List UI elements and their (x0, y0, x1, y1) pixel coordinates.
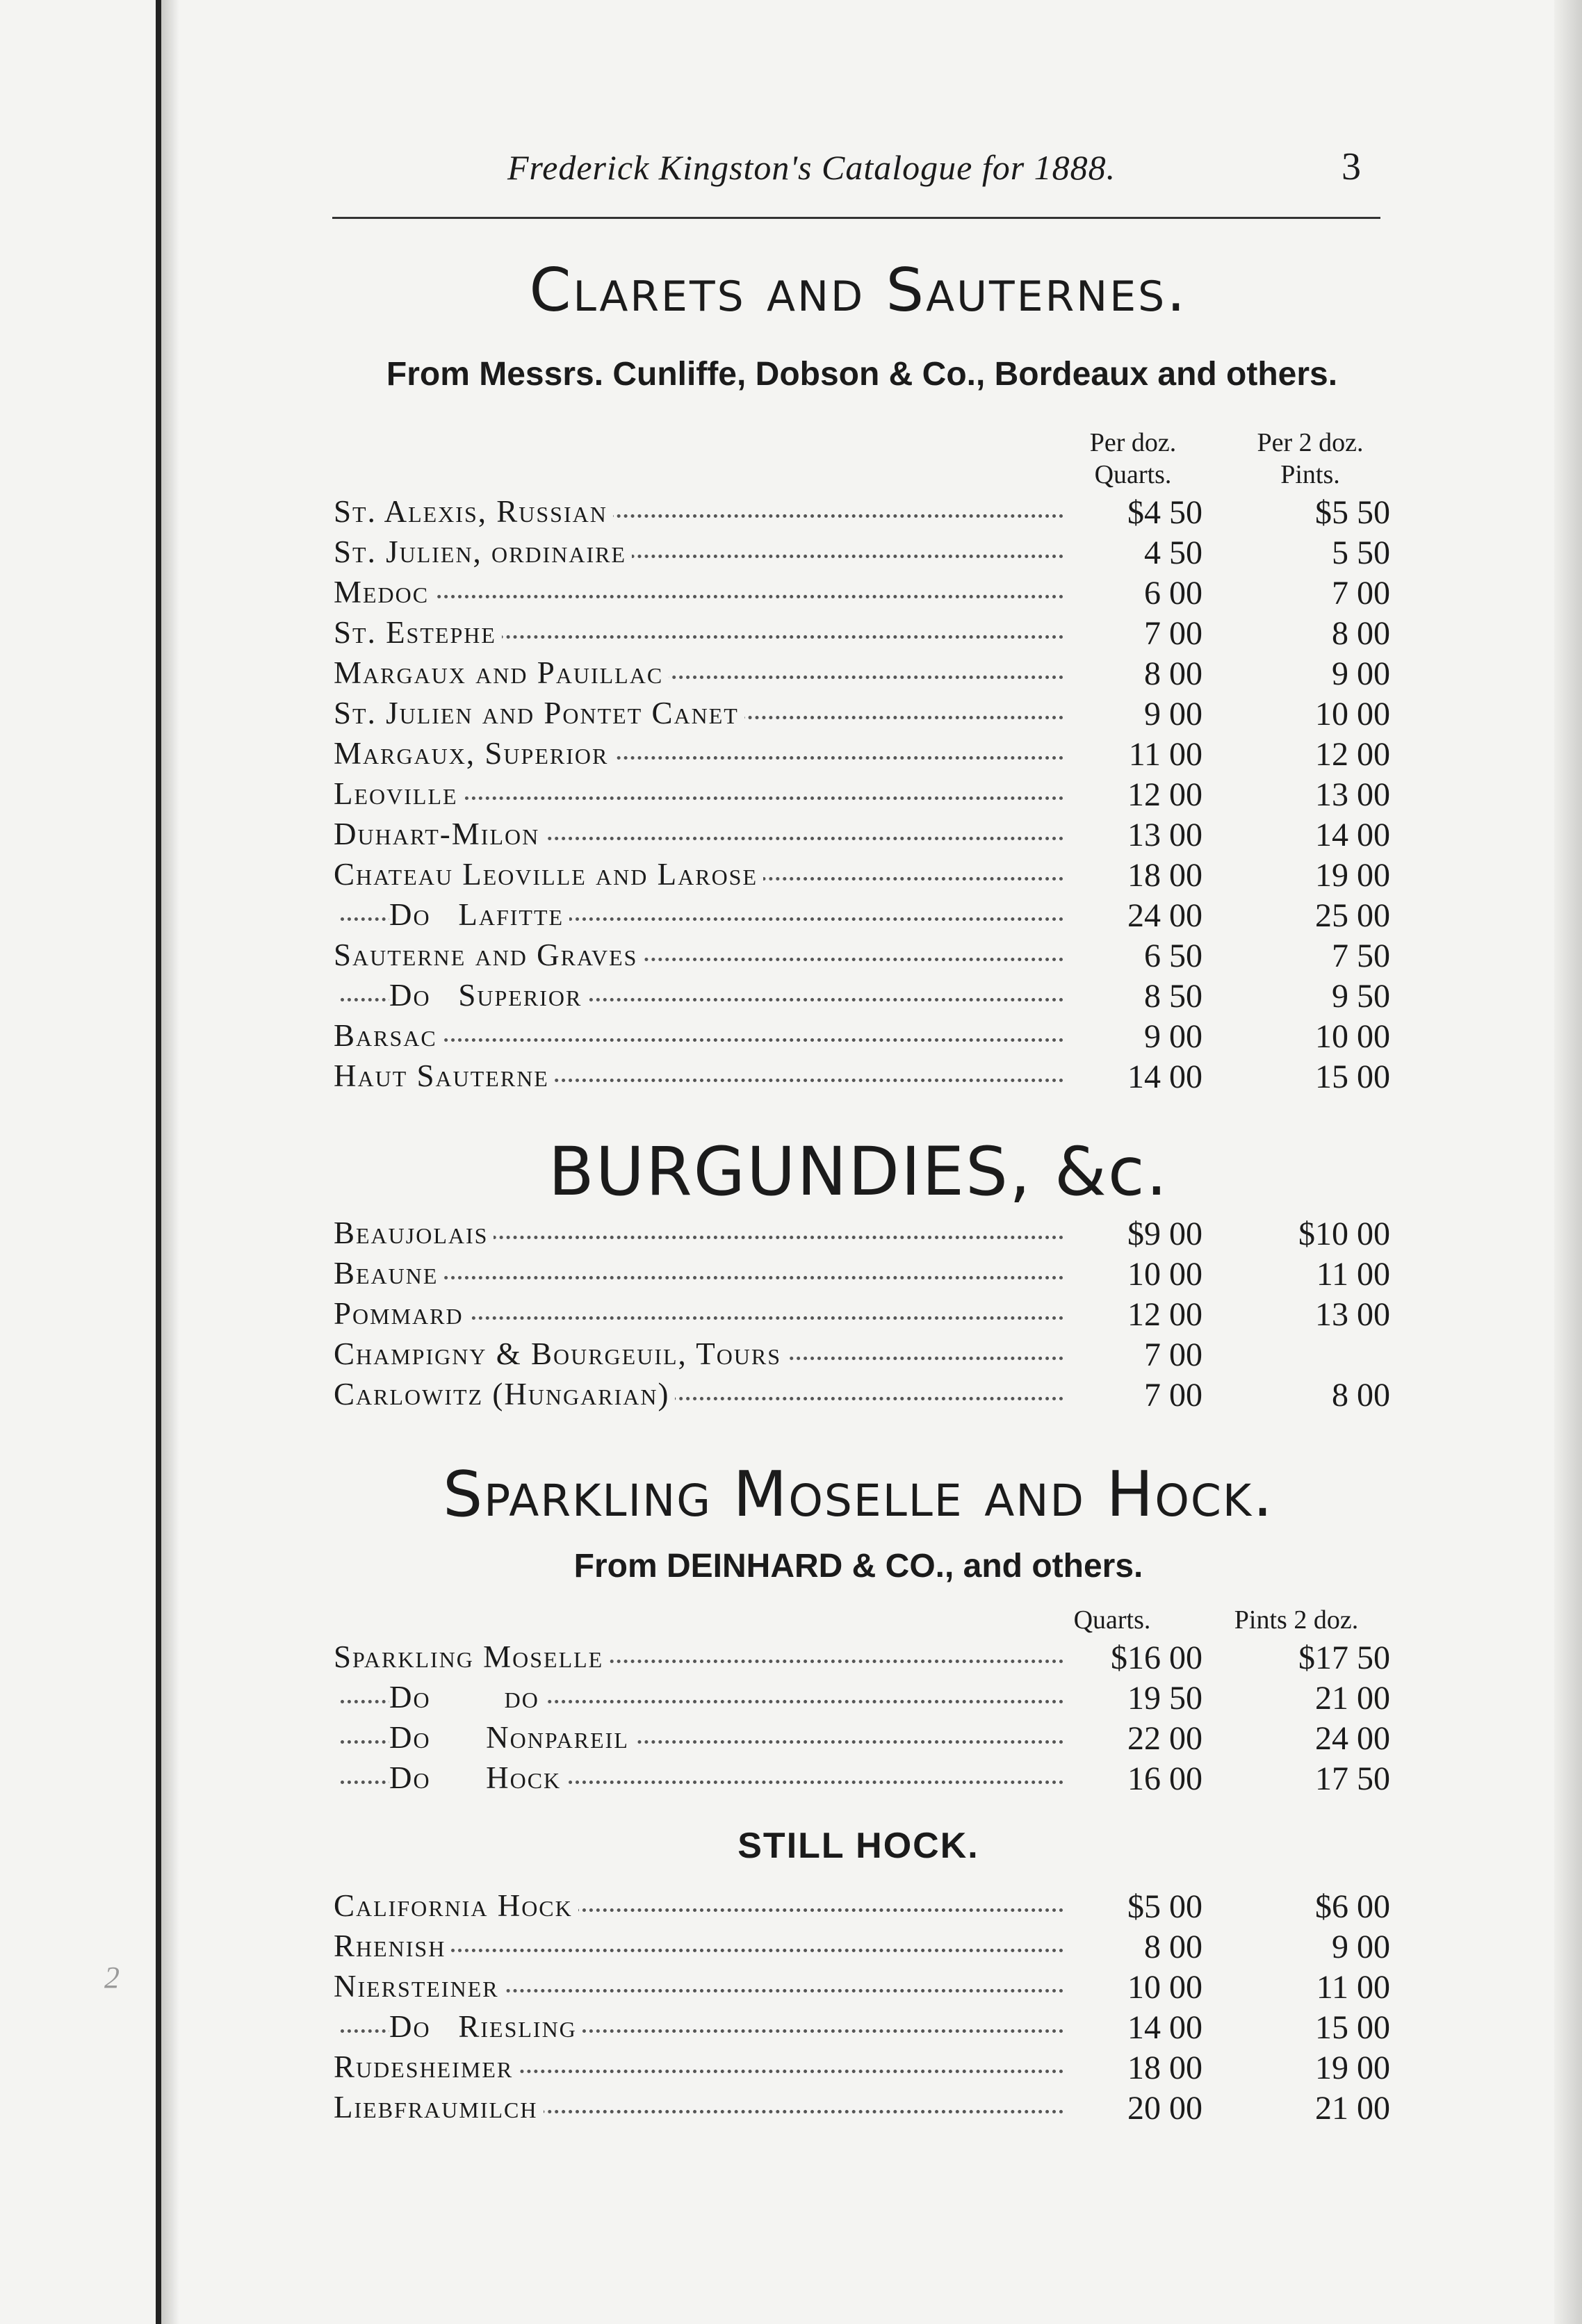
wine-name: Beaujolais (334, 1215, 494, 1251)
price-quarts: 10 00 (1065, 1968, 1202, 2006)
price-row (334, 937, 1390, 977)
price-row (334, 1719, 1390, 1760)
price-quarts: 18 00 (1065, 856, 1202, 894)
price-quarts: 19 50 (1065, 1679, 1202, 1717)
price-row (334, 614, 1390, 655)
price-quarts: 20 00 (1065, 2089, 1202, 2127)
price-pints: 10 00 (1253, 695, 1390, 733)
price-row (334, 1017, 1390, 1058)
price-row (334, 1760, 1390, 1800)
price-row (334, 2049, 1390, 2089)
price-pints: $17 50 (1253, 1639, 1390, 1677)
price-pints: 11 00 (1253, 1968, 1390, 2006)
wine-name: Margaux, Superior (334, 735, 614, 771)
price-row (334, 1679, 1390, 1719)
price-pints: 11 00 (1253, 1255, 1390, 1293)
column-header-quarts: Per doz. Quarts. (1089, 428, 1177, 489)
column-header-pints: Pints 2 doz. (1234, 1605, 1359, 1635)
price-row (334, 1968, 1390, 2008)
price-pints: 15 00 (1253, 2008, 1390, 2047)
wine-name: St. Julien, ordinaire (334, 534, 632, 570)
book-spine (156, 0, 161, 2324)
price-row (334, 1215, 1390, 1255)
section-subtitle-moselle: From DEINHARD & CO., and others. (573, 1548, 1143, 1585)
price-row (334, 1255, 1390, 1295)
price-row (334, 977, 1390, 1017)
price-pints: 21 00 (1253, 2089, 1390, 2127)
price-pints: 9 00 (1253, 655, 1390, 693)
wine-name: Sauterne and Graves (334, 937, 643, 973)
wine-name: Carlowitz (Hungarian) (334, 1376, 675, 1412)
wine-name: Do Superior (389, 977, 587, 1013)
price-pints: 19 00 (1253, 856, 1390, 894)
wine-name: Barsac (334, 1017, 443, 1054)
section-title-burgundies: BURGUNDIES, &c. (548, 1133, 1169, 1211)
wine-name: Margaux and Pauillac (334, 655, 669, 691)
price-row (334, 2008, 1390, 2049)
section-subtitle-clarets: From Messrs. Cunliffe, Dobson & Co., Bordeaux and others. (386, 356, 1338, 393)
price-quarts: 18 00 (1065, 2049, 1202, 2087)
dot-leader (341, 1276, 1063, 1279)
price-quarts: 4 50 (1065, 534, 1202, 572)
section-title-moselle: Sparkling Moselle and Hock. (443, 1458, 1274, 1531)
price-row (334, 897, 1390, 937)
price-quarts: 9 00 (1065, 695, 1202, 733)
price-pints: 7 00 (1253, 574, 1390, 612)
price-row (334, 574, 1390, 614)
wine-name: Pommard (334, 1295, 469, 1332)
price-quarts: 13 00 (1065, 816, 1202, 854)
wine-name: Do Riesling (389, 2008, 582, 2045)
running-title: Frederick Kingston's Catalogue for 1888. (507, 148, 1116, 187)
dot-leader (341, 1038, 1063, 1042)
price-row (334, 1058, 1390, 1098)
price-pints: 9 50 (1253, 977, 1390, 1015)
wine-name: Beaune (334, 1255, 443, 1291)
price-row (334, 1639, 1390, 1679)
wine-name: Do Lafitte (389, 897, 569, 933)
price-row (334, 2089, 1390, 2129)
price-quarts: 8 00 (1065, 1928, 1202, 1966)
price-pints: $10 00 (1253, 1215, 1390, 1253)
wine-name: Rhenish (334, 1928, 451, 1964)
price-quarts: $4 50 (1065, 493, 1202, 532)
price-pints: 8 00 (1253, 614, 1390, 653)
price-row (334, 695, 1390, 735)
wine-name: Haut Sauterne (334, 1058, 555, 1094)
price-quarts: 16 00 (1065, 1760, 1202, 1798)
price-row (334, 493, 1390, 534)
price-pints: 8 00 (1253, 1376, 1390, 1414)
price-quarts: 6 50 (1065, 937, 1202, 975)
price-row (334, 816, 1390, 856)
wine-name: St. Julien and Pontet Canet (334, 695, 744, 731)
price-quarts: 6 00 (1065, 574, 1202, 612)
wine-name: Do do (389, 1679, 545, 1715)
price-row (334, 856, 1390, 897)
price-row (334, 1376, 1390, 1416)
price-quarts: 10 00 (1065, 1255, 1202, 1293)
wine-name: California Hock (334, 1888, 578, 1924)
price-pints: 9 00 (1253, 1928, 1390, 1966)
section-title-still-hock: STILL HOCK. (737, 1826, 979, 1866)
wine-name: Chateau Leoville and Larose (334, 856, 763, 892)
price-pints: 5 50 (1253, 534, 1390, 572)
wine-name: Medoc (334, 574, 434, 610)
wine-name: St. Alexis, Russian (334, 493, 613, 530)
section-title-clarets: Clarets and Sauternes. (529, 256, 1188, 325)
price-row (334, 534, 1390, 574)
price-quarts: $9 00 (1065, 1215, 1202, 1253)
price-pints: 24 00 (1253, 1719, 1390, 1758)
price-pints: 13 00 (1253, 1295, 1390, 1334)
price-row (334, 655, 1390, 695)
price-quarts: 24 00 (1065, 897, 1202, 935)
price-row (334, 1928, 1390, 1968)
price-pints: 21 00 (1253, 1679, 1390, 1717)
wine-name: Do Nonpareil (389, 1719, 635, 1756)
page-edge (1554, 0, 1582, 2324)
price-pints: 17 50 (1253, 1760, 1390, 1798)
price-quarts: 7 00 (1065, 1336, 1202, 1374)
price-quarts: $5 00 (1065, 1888, 1202, 1926)
price-pints: 7 50 (1253, 937, 1390, 975)
price-pints: 15 00 (1253, 1058, 1390, 1096)
price-quarts: 14 00 (1065, 1058, 1202, 1096)
price-row (334, 1888, 1390, 1928)
price-pints: 14 00 (1253, 816, 1390, 854)
price-quarts: 14 00 (1065, 2008, 1202, 2047)
spine-shadow (161, 0, 179, 2324)
header-rule (332, 217, 1380, 219)
price-quarts: 7 00 (1065, 614, 1202, 653)
price-pints: 25 00 (1253, 897, 1390, 935)
price-quarts: 8 00 (1065, 655, 1202, 693)
column-header-quarts: Quarts. (1073, 1605, 1151, 1635)
price-pints: $6 00 (1253, 1888, 1390, 1926)
price-row (334, 735, 1390, 776)
page-number: 3 (1342, 145, 1361, 188)
wine-name: Duhart-Milon (334, 816, 545, 852)
price-pints: 19 00 (1253, 2049, 1390, 2087)
price-row (334, 776, 1390, 816)
price-pints: $5 50 (1253, 493, 1390, 532)
price-quarts: 12 00 (1065, 1295, 1202, 1334)
price-quarts: 12 00 (1065, 776, 1202, 814)
wine-name: St. Estephe (334, 614, 502, 650)
price-pints: 12 00 (1253, 735, 1390, 774)
wine-name: Liebfraumilch (334, 2089, 544, 2125)
wine-name: Leoville (334, 776, 464, 812)
price-quarts: 22 00 (1065, 1719, 1202, 1758)
wine-name: Champigny & Bourgeuil, Tours (334, 1336, 787, 1372)
price-quarts: 11 00 (1065, 735, 1202, 774)
wine-name: Do Hock (389, 1760, 566, 1796)
price-pints: 10 00 (1253, 1017, 1390, 1056)
price-pints: 13 00 (1253, 776, 1390, 814)
price-quarts: $16 00 (1065, 1639, 1202, 1677)
price-quarts: 9 00 (1065, 1017, 1202, 1056)
column-header-pints: Per 2 doz. Pints. (1257, 428, 1364, 489)
price-quarts: 7 00 (1065, 1376, 1202, 1414)
price-quarts: 8 50 (1065, 977, 1202, 1015)
wine-name: Sparkling Moselle (334, 1639, 609, 1675)
price-row (334, 1336, 1390, 1376)
wine-name: Rudesheimer (334, 2049, 519, 2085)
margin-mark: 2 (104, 1961, 120, 1995)
wine-name: Niersteiner (334, 1968, 505, 2004)
price-row (334, 1295, 1390, 1336)
dot-leader (341, 595, 1063, 598)
